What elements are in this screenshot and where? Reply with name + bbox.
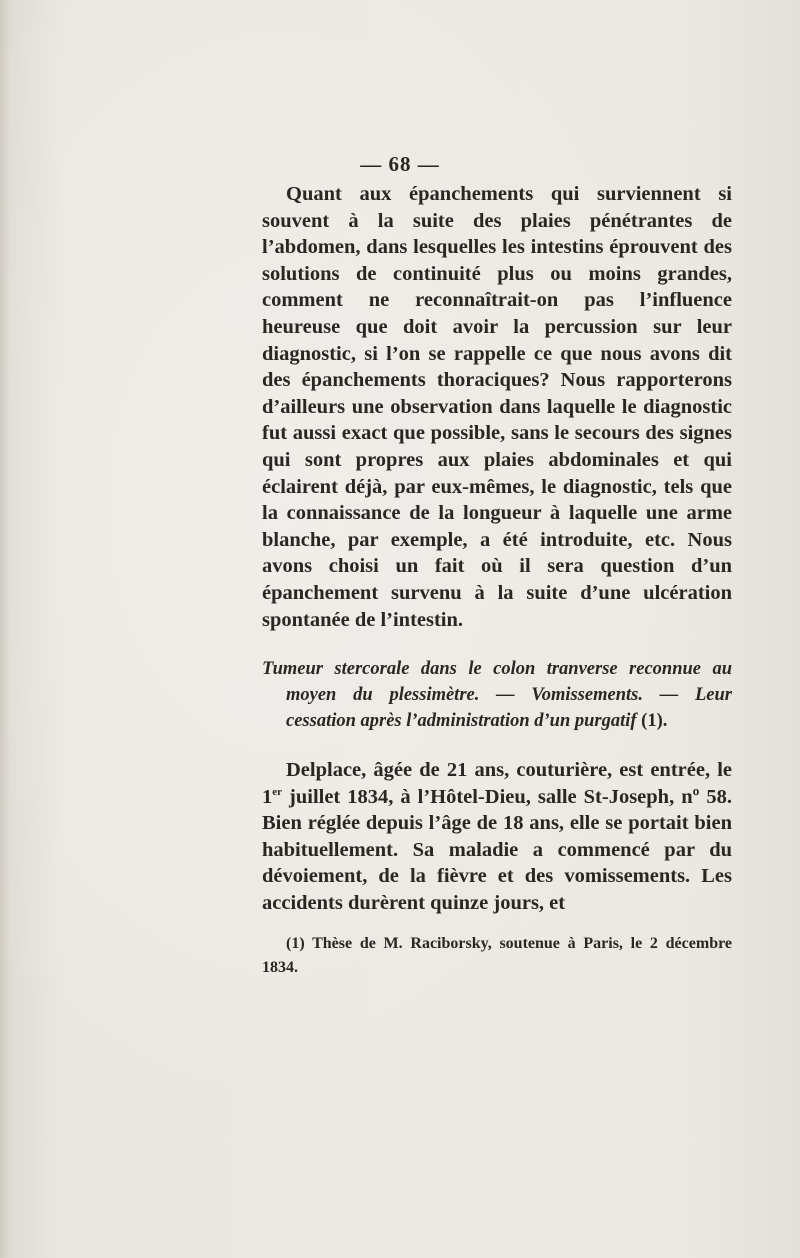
case-text (262, 757, 732, 917)
page-number: — 68 — (360, 152, 440, 176)
observation-heading (262, 656, 732, 734)
ordinal-superscript: er (272, 785, 283, 798)
paragraph-delplace (262, 757, 732, 917)
paragraph-delplace-start: Delplace, âgée de 21 ans, couturière, est entrée, le 1 (262, 759, 732, 808)
paragraph-delplace-rest: juillet 1834, à l’Hôtel-Dieu, salle St-Joseph, nº 58. Bien réglée depuis l’âge de 18 ans, elle se portait bien habituellement. Sa maladie a commencé par du dévoiement, de la fièvre et des vomissements. Les accidents durèrent quinze jours, et (262, 785, 732, 914)
footnote (262, 932, 732, 980)
footnote-text: (1) Thèse de M. Raciborsky, soutenue à Paris, le 2 décembre 1834. (262, 935, 732, 976)
paragraph-percussion: Quant aux épanchements qui surviennent si souvent à la suite des plaies pénétrantes de l’abdomen, dans lesquelles les intestins éprouvent des solutions de continuité plus ou moins grandes, comment ne reconnaîtrait-on pas l’influence heureuse que doit avoir la percussion sur leur diagnostic, si l’on se rappelle ce que nous avons dit des épanchements thoraciques? Nous rapporterons d’ailleurs une observation dans laquelle le diagnostic fut aussi exact que possible, sans le secours des signes qui sont propres aux plaies abdominales et qui éclairent déjà, par eux-mêmes, le diagnostic, tels que la connaissance de la longueur à laquelle une arme blanche, par exemple, a été introduite, etc. Nous avons choisi un fait où il sera question d’un épanchement survenu à la suite d’une ulcération spontanée de l’intestin. (262, 183, 732, 631)
page-binding-shadow (0, 0, 10, 1258)
main-text (262, 181, 732, 633)
observation-heading-title: Tumeur stercorale dans le colon tranverse reconnue au moyen du plessimètre. — Vomissements. — Leur cessation après l’administration d’un purgatif (262, 659, 732, 731)
footnote-reference: (1). (641, 711, 668, 731)
